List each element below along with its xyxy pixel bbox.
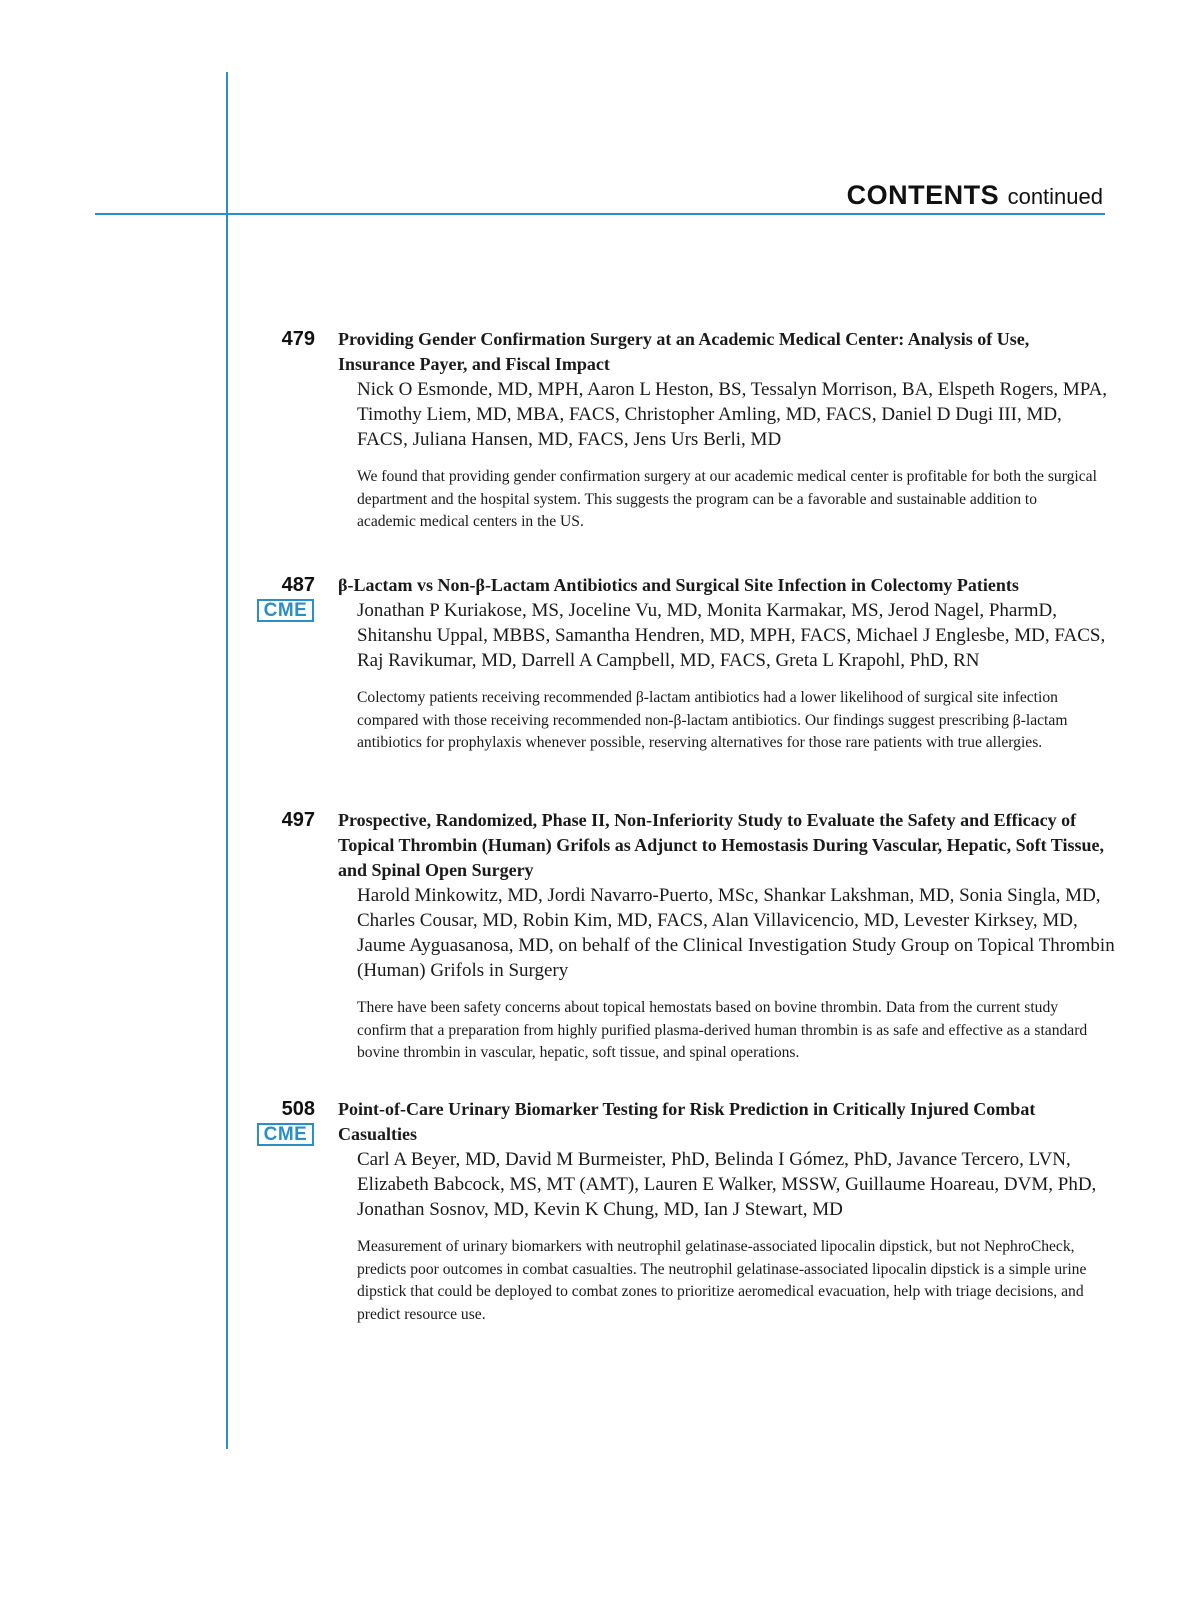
entry-page-number[interactable]: 479 <box>281 328 315 350</box>
entry-title[interactable]: β-Lactam vs Non-β-Lactam Antibiotics and Surgical Site Infection in Colectomy Patients <box>338 575 1019 595</box>
horizontal-rule <box>95 213 1105 215</box>
entry-authors: Carl A Beyer, MD, David M Burmeister, PhD, Belinda I Gómez, PhD, Javance Tercero, LVN, Elizabeth Babcock, MS, MT (AMT), Lauren E Walker, MSSW, Guillaume Hoareau, DVM, PhD, Jonathan Sosnov, MD, Kevin K Chung, MD, Ian J Stewart, MD <box>357 1149 1097 1220</box>
contents-continued-label: continued <box>1007 184 1103 209</box>
entry-page-number[interactable]: 497 <box>281 809 315 831</box>
entry-authors: Jonathan P Kuriakose, MS, Joceline Vu, MD, Monita Karmakar, MS, Jerod Nagel, PharmD, Shitanshu Uppal, MBBS, Samantha Hendren, MD, MPH, FACS, Michael J Englesbe, MD, FACS, Raj Ravikumar, MD, Darrell A Campbell, MD, FACS, Greta L Krapohl, PhD, RN <box>357 600 1106 671</box>
cme-badge: CME <box>257 1123 314 1146</box>
entry-page-number[interactable]: 487 <box>281 574 315 596</box>
entry-title[interactable]: Providing Gender Confirmation Surgery at an Academic Medical Center: Analysis of Use, Insurance Payer, and Fiscal Impact <box>338 329 1030 374</box>
entry-authors: Harold Minkowitz, MD, Jordi Navarro-Puerto, MSc, Shankar Lakshman, MD, Sonia Singla, MD, Charles Cousar, MD, Robin Kim, MD, FACS, Alan Villavicencio, MD, Levester Kirksey, MD, Jaume Ayguasanosa, MD, on behalf of the Clinical Investigation Study Group on Topical Thrombin (Human) Grifols in Surgery <box>357 885 1115 981</box>
vertical-rule <box>226 72 228 1449</box>
entry-summary: There have been safety concerns about topical hemostats based on bovine thrombin. Data from the current study confirm that a preparation from highly purified plasma-derived human thrombin is as safe and effective as a standard bovine thrombin in vascular, hepatic, soft tissue, and spinal operations. <box>357 999 1088 1061</box>
entry-authors: Nick O Esmonde, MD, MPH, Aaron L Heston, BS, Tessalyn Morrison, BA, Elspeth Rogers, MPA, Timothy Liem, MD, MBA, FACS, Christopher Amling, MD, FACS, Daniel D Dugi III, MD, FACS, Juliana Hansen, MD, FACS, Jens Urs Berli, MD <box>357 379 1108 450</box>
contents-header <box>847 180 1103 211</box>
contents-heading: CONTENTS <box>846 180 1000 210</box>
cme-badge: CME <box>257 599 314 622</box>
entry-summary: Colectomy patients receiving recommended β-lactam antibiotics had a lower likelihood of surgical site infection compared with those receiving recommended non-β-lactam antibiotics. Our findings suggest prescribing β-lactam antibiotics for prophylaxis whenever possible, reserving alternatives for those rare patients with true allergies. <box>357 689 1068 751</box>
entry-title[interactable]: Prospective, Randomized, Phase II, Non-Inferiority Study to Evaluate the Safety and Efficacy of Topical Thrombin (Human) Grifols as Adjunct to Hemostasis During Vascular, Hepatic, Soft Tissue, and Spinal Open Surgery <box>338 810 1104 880</box>
entry-summary: Measurement of urinary biomarkers with neutrophil gelatinase-associated lipocalin dipstick, but not NephroCheck, predicts poor outcomes in combat casualties. The neutrophil gelatinase-associated lipocalin dipstick is a simple urine dipstick that could be deployed to combat zones to prioritize aeromedical evacuation, help with triage decisions, and predict resource use. <box>357 1238 1087 1323</box>
entry-title[interactable]: Point-of-Care Urinary Biomarker Testing for Risk Prediction in Critically Injured Combat Casualties <box>338 1099 1036 1144</box>
entry-page-number[interactable]: 508 <box>281 1098 315 1120</box>
entry-summary: We found that providing gender confirmation surgery at our academic medical center is profitable for both the surgical department and the hospital system. This suggests the program can be a favorable and sustainable addition to academic medical centers in the US. <box>357 468 1097 530</box>
